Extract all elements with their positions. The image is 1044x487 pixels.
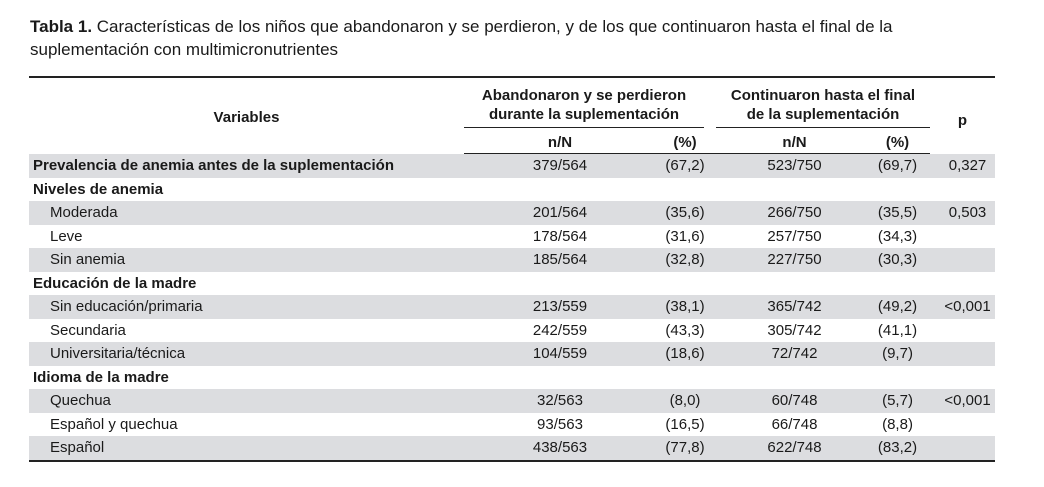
cell-n1: 201/564: [464, 201, 620, 225]
header-variables: Variables: [29, 77, 464, 154]
row-label: Educación de la madre: [33, 274, 197, 292]
row-label: Universitaria/técnica: [29, 342, 464, 366]
table-row: [29, 154, 995, 178]
header-n1: n/N: [464, 131, 620, 154]
cell-pct1: [620, 178, 710, 202]
table-row: [29, 436, 995, 461]
row-label: Español y quechua: [50, 415, 178, 433]
cell-pct2: (34,3): [877, 227, 918, 245]
header-group-abandoned: [464, 77, 710, 131]
cell-pct1: (18,6): [620, 342, 710, 366]
row-label: Quechua: [29, 389, 464, 413]
table-row: [29, 248, 995, 272]
cell-pct1: (35,6): [620, 201, 710, 225]
cell-n1: 438/563: [464, 436, 620, 461]
table-row: [29, 319, 995, 343]
cell-n1: 242/559: [532, 321, 588, 339]
cell-n1: 178/564: [532, 227, 588, 245]
cell-n2: 72/742: [710, 342, 865, 366]
cell-n2: 60/748: [710, 389, 865, 413]
cell-n2: [710, 366, 865, 390]
cell-pct2: [865, 366, 930, 390]
row-label: Sin anemia: [29, 248, 464, 272]
table-row: [29, 342, 995, 366]
cell-n2: 66/748: [771, 415, 818, 433]
row-label: Leve: [50, 227, 83, 245]
table-row: [29, 366, 995, 390]
row-label: Prevalencia de anemia antes de la suplementación: [29, 154, 464, 178]
cell-pct2: [865, 178, 930, 202]
cell-n2: 257/750: [767, 227, 822, 245]
cell-pct1: [620, 366, 710, 390]
cell-p: <0,001: [930, 389, 995, 413]
cell-p: [930, 342, 995, 366]
table-header-row: [29, 77, 995, 131]
row-label: Sin educación/primaria: [29, 295, 464, 319]
header-pct1: (%): [620, 131, 710, 154]
data-table: [29, 76, 995, 462]
cell-n2: 305/742: [767, 321, 822, 339]
cell-n1: [464, 272, 620, 296]
cell-n1: 185/564: [464, 248, 620, 272]
cell-p: [930, 319, 995, 343]
cell-n2: 622/748: [710, 436, 865, 461]
cell-n1: 104/559: [464, 342, 620, 366]
cell-p: 0,503: [930, 201, 995, 225]
table-caption-label: Tabla 1.: [30, 17, 93, 36]
cell-p: [930, 436, 995, 461]
cell-n2: [710, 178, 865, 202]
table-row: [29, 389, 995, 413]
cell-pct2: (83,2): [865, 436, 930, 461]
header-group-continued-line2: de la suplementación: [746, 106, 900, 123]
cell-pct2: (35,5): [865, 201, 930, 225]
header-p: p: [930, 77, 995, 154]
cell-pct2: (69,7): [865, 154, 930, 178]
table-row: [29, 295, 995, 319]
cell-n2: [710, 272, 865, 296]
cell-n1: [464, 178, 620, 202]
cell-pct2: (49,2): [865, 295, 930, 319]
cell-n2: 523/750: [710, 154, 865, 178]
cell-n1: [464, 366, 620, 390]
cell-p: 0,327: [930, 154, 995, 178]
cell-p: [930, 178, 995, 202]
header-group-abandoned-line2: durante la suplementación: [488, 106, 680, 123]
cell-pct1: (16,5): [665, 415, 705, 433]
cell-p: <0,001: [930, 295, 995, 319]
header-group-continued: [710, 77, 930, 131]
cell-pct2: [865, 272, 930, 296]
cell-pct1: (77,8): [620, 436, 710, 461]
table-caption-text: Características de los niños que abandonaron y se perdieron, y de los que continuaron hasta el final de la suplementación con multimicronutrientes: [30, 17, 893, 59]
row-label: Idioma de la madre: [33, 368, 169, 386]
table-row: [29, 225, 995, 249]
cell-n2: 227/750: [710, 248, 865, 272]
cell-pct1: (38,1): [620, 295, 710, 319]
table-row: [29, 413, 995, 437]
cell-p: [930, 413, 995, 437]
header-group-continued-line1: Continuaron hasta el final: [730, 87, 916, 104]
cell-pct1: (67,2): [620, 154, 710, 178]
table-row: [29, 272, 995, 296]
cell-pct2: (9,7): [865, 342, 930, 366]
cell-n1: 93/563: [537, 415, 583, 433]
cell-n2: 365/742: [710, 295, 865, 319]
row-label: Moderada: [29, 201, 464, 225]
table-row: [29, 178, 995, 202]
row-label: Niveles de anemia: [33, 180, 164, 198]
cell-pct1: (43,3): [665, 321, 705, 339]
cell-pct1: [620, 272, 710, 296]
cell-p: [930, 225, 995, 249]
header-group-abandoned-line1: Abandonaron y se perdieron: [481, 87, 687, 104]
cell-pct2: (30,3): [865, 248, 930, 272]
row-label: Español: [29, 436, 464, 461]
table-caption: [30, 15, 1000, 61]
cell-n1: 32/563: [464, 389, 620, 413]
cell-p: [930, 248, 995, 272]
cell-pct2: (8,8): [882, 415, 913, 433]
cell-p: [930, 366, 995, 390]
table-row: [29, 201, 995, 225]
cell-pct2: (41,1): [877, 321, 918, 339]
cell-n1: 213/559: [464, 295, 620, 319]
header-n2: n/N: [710, 131, 865, 154]
cell-p: [930, 272, 995, 296]
header-pct2: (%): [865, 131, 930, 154]
cell-n1: 379/564: [464, 154, 620, 178]
cell-n2: 266/750: [710, 201, 865, 225]
cell-pct1: (31,6): [665, 227, 705, 245]
cell-pct1: (8,0): [620, 389, 710, 413]
cell-pct2: (5,7): [865, 389, 930, 413]
cell-pct1: (32,8): [620, 248, 710, 272]
row-label: Secundaria: [50, 321, 126, 339]
